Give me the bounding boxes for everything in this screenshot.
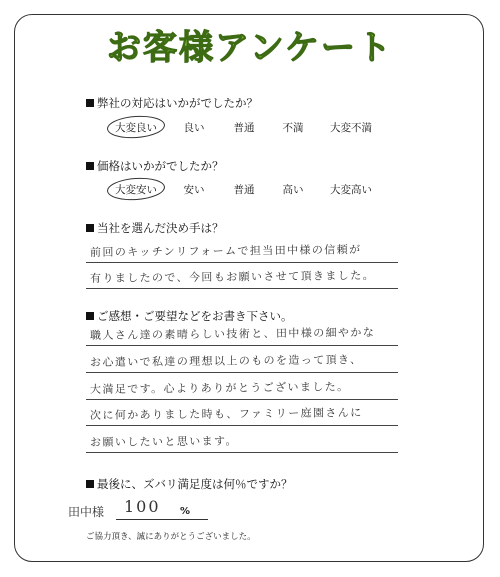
square-bullet-icon [86,99,94,107]
q3-answer-line-1: 前回のキッチンリフォームで担当田中様の信頼が [89,243,362,259]
q2-option-normal[interactable]: 普通 [233,184,255,196]
survey-title: お客様アンケート [107,28,393,68]
answer-line [86,452,398,453]
q4-answer-line-2: お心遣いで私達の理想以上のものを造って頂き、 [89,353,363,369]
q4-answer-line-3: 大満足です。心よりありがとうございました。 [89,380,350,396]
q2-option-very-cheap[interactable]: 大変安い [115,184,157,196]
q3-answer-line-2: 有りましたので、今回もお願いさせて頂きました。 [89,269,376,285]
q4-answer-line-5: お願いしたいと思います。 [89,434,238,449]
question-2 [86,158,224,174]
q4-answer-line-1: 職人さん達の素晴らしい技術と、田中様の細やかな [89,326,376,342]
square-bullet-icon [86,312,94,320]
question-5 [86,476,293,492]
question-3 [86,220,224,236]
answer-line [86,345,398,346]
square-bullet-icon [86,162,94,170]
q1-option-good[interactable]: 良い [183,122,205,134]
square-bullet-icon [86,224,94,232]
question-2-label: 価格はいかがでしたか？ [97,159,224,173]
thank-you-note: ご協力頂き、誠にありがとうございました。 [86,532,256,542]
question-1 [86,95,258,111]
square-bullet-icon [86,480,94,488]
q1-option-dissatisfied[interactable]: 不満 [282,122,304,134]
question-3-label: 当社を選んだ決め手は？ [97,221,224,235]
answer-line [86,262,398,263]
question-1-label: 弊社の対応はいかがでしたか？ [97,96,258,110]
answer-line [86,288,398,289]
answer-line [86,399,398,400]
q1-option-normal[interactable]: 普通 [233,122,255,134]
score-underline [116,519,208,520]
question-4-label: ご感想・ご要望などをお書き下さい。 [97,309,293,323]
answer-line [86,372,398,373]
question-5-label: 最後に、ズバリ満足度は何％ですか？ [97,477,293,491]
q2-option-very-expensive[interactable]: 大変高い [330,184,372,196]
q1-option-very-dissatisfied[interactable]: 大変不満 [330,122,372,134]
signature: 田中様 [68,505,105,519]
satisfaction-score: 100 [124,497,161,516]
q4-answer-line-4: 次に何かありました時も、ファミリー庭園さんに [89,406,363,422]
percent-unit: % [180,506,191,517]
q2-option-cheap[interactable]: 安い [183,184,205,196]
answer-line [86,425,398,426]
q1-option-very-good[interactable]: 大変良い [115,122,157,134]
q2-option-expensive[interactable]: 高い [282,184,304,196]
question-4 [86,308,293,324]
